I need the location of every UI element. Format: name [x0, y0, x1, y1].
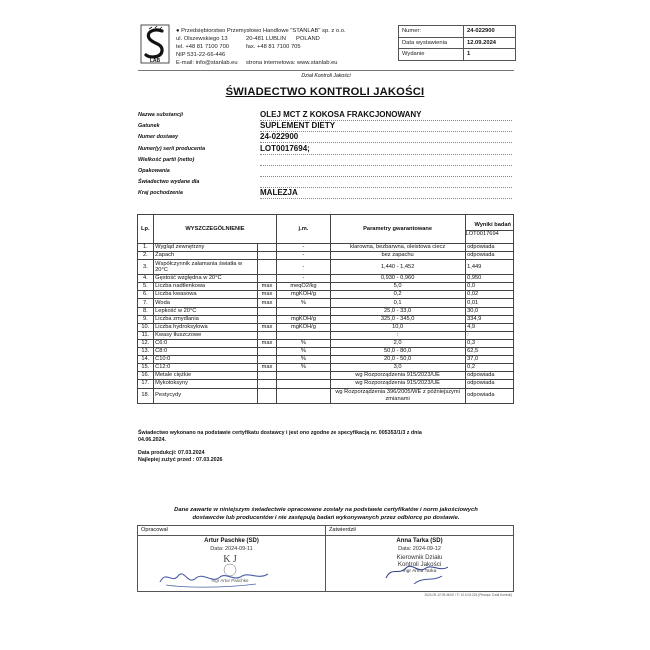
row-name: Kwasy tłuszczowe: [153, 331, 257, 339]
signature-table: [137, 525, 514, 592]
row-unit: [277, 372, 330, 380]
info-label: Wielkość partii (netto): [138, 156, 195, 163]
row-param: wg Rozporządzenia 915/2023/UE: [330, 380, 465, 388]
row-lp: 7.: [138, 299, 154, 307]
row-param: 0,1: [330, 299, 465, 307]
row-unit: %: [277, 356, 330, 364]
info-label: Gatunek: [138, 123, 160, 130]
edition-label: Wydanie: [399, 49, 464, 61]
row-result: odpowiada: [465, 380, 513, 388]
row-unit: -: [277, 244, 330, 252]
approved-stamp-line-2: Kontroli Jakości: [397, 561, 442, 568]
row-unit: -: [277, 252, 330, 260]
row-lp: 16.: [138, 372, 154, 380]
row-name: Lepkość w 20°C: [153, 307, 257, 315]
parameters-body: [138, 244, 514, 404]
table-row: [138, 299, 514, 307]
row-name: C12:0: [153, 364, 257, 372]
row-qualifier: [257, 388, 276, 403]
row-result: 30,0: [465, 307, 513, 315]
row-result: odpowiada: [465, 252, 513, 260]
best-before-date: Najlepiej zużyć przed : 07.03.2026: [138, 457, 223, 463]
table-row: [138, 283, 514, 291]
info-value: LOT0017694;: [260, 144, 512, 155]
city: 20-481 LUBLIN: [246, 36, 286, 43]
row-lp: 10.: [138, 323, 154, 331]
row-result: :: [465, 331, 513, 339]
row-param: :: [330, 331, 465, 339]
row-qualifier: max: [257, 364, 276, 372]
table-row: [138, 244, 514, 252]
production-date: Data produkcji: 07.03.2024: [138, 450, 205, 456]
row-qualifier: [257, 307, 276, 315]
info-value: [260, 177, 512, 188]
row-param: 0,2: [330, 291, 465, 299]
phone: tel. +48 81 7100 700: [176, 44, 230, 51]
number-value: 24-022900: [464, 26, 516, 38]
row-param: 25,0 - 33,0: [330, 307, 465, 315]
row-lp: 18.: [138, 388, 154, 403]
row-qualifier: [257, 315, 276, 323]
info-row: [138, 121, 514, 132]
row-unit: [277, 380, 330, 388]
row-name: Zapach: [153, 252, 257, 260]
info-row: [138, 177, 514, 188]
company-contact: [176, 59, 346, 67]
document-info-box: [398, 25, 516, 61]
info-row: [138, 144, 514, 155]
approved-name: Anna Tarka (SD): [396, 538, 443, 544]
row-qualifier: max: [257, 323, 276, 331]
prepared-by-cell: [138, 536, 326, 592]
header-unit: j.m.: [277, 215, 330, 244]
row-unit: mgKOH/g: [277, 315, 330, 323]
row-param: 1,440 - 1,452: [330, 260, 465, 275]
table-row: [138, 339, 514, 347]
issue-date-label: Data wystawienia: [399, 37, 464, 49]
number-label: Numer:: [399, 26, 464, 38]
row-qualifier: max: [257, 339, 276, 347]
row-lp: 17.: [138, 380, 154, 388]
prepared-stamp-sub: mgr Artur Paschke: [211, 578, 249, 583]
fax: fax. +48 81 7100 705: [246, 44, 301, 51]
table-row: [138, 364, 514, 372]
info-label: Numer(y) serii producenta: [138, 145, 206, 152]
nip: NIP 531-22-66-446: [176, 52, 226, 59]
row-name: Współczynnik załamania światła w 20°C: [153, 260, 257, 275]
row-result: 0,950: [465, 275, 513, 283]
row-qualifier: [257, 244, 276, 252]
row-name: Liczba nadtlenkowa: [153, 283, 257, 291]
row-result: odpowiada: [465, 372, 513, 380]
final-statement-line-1: Dane zawarte w niniejszym świadectwie opracowane zostały na podstawie certyfikatów i norm jakościowych: [174, 507, 478, 513]
row-result: 0,01: [465, 299, 513, 307]
table-row: [138, 348, 514, 356]
row-result: 334,9: [465, 315, 513, 323]
row-lp: 1.: [138, 244, 154, 252]
approved-by-cell: [326, 536, 514, 592]
svg-text:K J: K J: [223, 554, 237, 565]
parameters-table: [137, 214, 514, 404]
row-unit: -: [277, 260, 330, 275]
company-name-text: Przedsiębiorstwo Przemysłowo Handlowe "STANLAB" sp. z o.o.: [181, 28, 346, 34]
info-row: [138, 132, 514, 143]
row-name: C6:0: [153, 339, 257, 347]
row-lp: 2.: [138, 252, 154, 260]
row-result: 0,3: [465, 339, 513, 347]
footer-meta: 2024-09-12 09:46:00 / F: 10.10.8.224 (Pieczęć: Dział Kontroli): [424, 593, 512, 597]
row-unit: %: [277, 339, 330, 347]
row-result: 0,2: [465, 364, 513, 372]
row-qualifier: max: [257, 299, 276, 307]
row-result: 62,5: [465, 348, 513, 356]
row-name: C8:0: [153, 348, 257, 356]
row-param: bez zapachu: [330, 252, 465, 260]
website-link[interactable]: strona internetowa: www.stanlab.eu: [246, 60, 338, 67]
info-row: [138, 166, 514, 177]
row-qualifier: [257, 380, 276, 388]
row-qualifier: [257, 372, 276, 380]
approved-stamp-line-1: Kierownik Działu: [396, 554, 443, 561]
table-row: [138, 291, 514, 299]
row-unit: %: [277, 348, 330, 356]
row-name: Liczba kwasowa: [153, 291, 257, 299]
row-param: 3,0: [330, 364, 465, 372]
table-row: [138, 307, 514, 315]
info-value: OLEJ MCT Z KOKOSA FRAKCJONOWANY: [260, 110, 512, 121]
row-unit: -: [277, 275, 330, 283]
row-param: 325,0 - 345,0: [330, 315, 465, 323]
prepared-date: Data: 2024-09-11: [210, 546, 253, 552]
company-name: [176, 27, 346, 35]
stanlab-logo-icon: [140, 24, 170, 64]
prepared-name: Artur Paschke (SD): [204, 538, 259, 544]
row-name: Woda: [153, 299, 257, 307]
info-label: Nazwa substancji: [138, 112, 183, 118]
info-label: Numer dostawy: [138, 134, 179, 141]
header-lp: Lp.: [138, 215, 154, 244]
row-unit: %: [277, 299, 330, 307]
row-result: 4,9: [465, 323, 513, 331]
final-statement-line-2: dostawców lub producentów i nie zastępują badań wykonywanych przez odbiorcę po dostawie.: [192, 515, 460, 521]
info-row: [138, 155, 514, 166]
product-info: [138, 110, 514, 200]
row-qualifier: [257, 348, 276, 356]
row-lp: 13.: [138, 348, 154, 356]
company-info: [176, 27, 346, 67]
row-unit: [277, 307, 330, 315]
info-value: MALEZJA: [260, 188, 512, 199]
row-qualifier: [257, 331, 276, 339]
table-row: [138, 275, 514, 283]
row-lp: 8.: [138, 307, 154, 315]
bullet-icon: ●: [176, 28, 182, 34]
row-name: Liczba hydroksylowa: [153, 323, 257, 331]
country: POLAND: [296, 36, 320, 43]
row-unit: %: [277, 364, 330, 372]
row-param: 20,0 - 50,0: [330, 356, 465, 364]
row-lp: 5.: [138, 283, 154, 291]
table-row: [138, 372, 514, 380]
prepared-signature-icon: [156, 564, 276, 590]
row-unit: [277, 388, 330, 403]
table-row: [138, 315, 514, 323]
row-qualifier: [257, 275, 276, 283]
row-unit: meqO2/kg: [277, 283, 330, 291]
company-phones: [176, 43, 346, 51]
header-results: [465, 215, 513, 244]
row-name: Pestycydy: [153, 388, 257, 403]
row-name: Liczba zmydlania: [153, 315, 257, 323]
row-lp: 6.: [138, 291, 154, 299]
approved-signature-icon: [366, 558, 476, 588]
row-name: Metale ciężkie: [153, 372, 257, 380]
final-statement: [134, 506, 518, 522]
table-row: [138, 380, 514, 388]
row-qualifier: max: [257, 291, 276, 299]
header-lot: LOT0017694: [466, 230, 513, 237]
info-value: [260, 166, 512, 177]
header-results-text: Wyniki badań: [474, 221, 511, 228]
notes-line-2: 04.06.2024.: [138, 437, 166, 443]
approved-stamp-line-3: mgr Anna Tarka: [402, 569, 437, 574]
row-qualifier: [257, 356, 276, 364]
info-row: [138, 188, 514, 199]
row-name: C10:0: [153, 356, 257, 364]
row-result: 37,0: [465, 356, 513, 364]
table-header-row: [138, 215, 514, 244]
row-param: 5,0: [330, 283, 465, 291]
info-row: [138, 110, 514, 121]
row-qualifier: max: [257, 283, 276, 291]
row-result: 0,0: [465, 283, 513, 291]
approved-date: Data: 2024-09-12: [398, 546, 441, 552]
row-param: wg Rozporządzenia 396/2005/WE z późniejszymi zmianami: [330, 388, 465, 403]
info-label: Kraj pochodzenia: [138, 190, 183, 197]
row-param: wg Rozporządzenia 915/2023/UE: [330, 372, 465, 380]
row-qualifier: [257, 252, 276, 260]
row-qualifier: [257, 260, 276, 275]
info-value: SUPLEMENT DIETY: [260, 121, 512, 132]
row-result: odpowiada: [465, 388, 513, 403]
row-lp: 9.: [138, 315, 154, 323]
row-name: Gęstość względna w 20°C: [153, 275, 257, 283]
street: ul. Olszewskiego 13: [176, 36, 228, 43]
row-result: odpowiada: [465, 244, 513, 252]
row-unit: [277, 331, 330, 339]
row-unit: mgKOH/g: [277, 291, 330, 299]
row-param: 50,0 - 80,0: [330, 348, 465, 356]
company-address: [176, 35, 346, 43]
notes: [138, 430, 514, 464]
row-lp: 3.: [138, 260, 154, 275]
edition-value: 1: [464, 49, 516, 61]
row-name: Mykotoksyny: [153, 380, 257, 388]
row-lp: 4.: [138, 275, 154, 283]
document-title: ŚWIADECTWO KONTROLI JAKOŚCI: [225, 86, 425, 98]
header-params: Parametry gwarantowane: [330, 215, 465, 244]
table-row: [138, 323, 514, 331]
row-unit: mgKOH/g: [277, 323, 330, 331]
row-param: klarowna, bezbarwna, oleistowa ciecz: [330, 244, 465, 252]
row-lp: 12.: [138, 339, 154, 347]
approved-by-label: Zatwierdził: [326, 526, 514, 536]
logo-text: LAB: [149, 58, 161, 64]
row-result: 1,449: [465, 260, 513, 275]
email-link[interactable]: E-mail: info@stanlab.eu: [176, 60, 238, 67]
row-param: 2,0: [330, 339, 465, 347]
info-value: 24-022900: [260, 132, 512, 143]
row-result: 0,02: [465, 291, 513, 299]
table-row: [138, 260, 514, 275]
notes-line-1: Świadectwo wykonano na podstawie certyfikatu dostawcy i jest ono zgodne ze specyfikacją nr. 005353/1/3 z dnia: [138, 430, 422, 436]
issue-date-value: 12.09.2024: [464, 37, 516, 49]
info-value: [260, 155, 512, 166]
row-lp: 14.: [138, 356, 154, 364]
info-label: Opakowania: [138, 167, 170, 174]
row-lp: 15.: [138, 364, 154, 372]
row-name: Wygląd zewnętrzny: [153, 244, 257, 252]
row-lp: 11.: [138, 331, 154, 339]
table-row: [138, 356, 514, 364]
table-row: [138, 388, 514, 403]
row-param: 10,0: [330, 323, 465, 331]
header-item: WYSZCZEGÓLNIENIE: [153, 215, 277, 244]
department: Dział Kontroli Jakości: [138, 70, 514, 79]
table-row: [138, 331, 514, 339]
info-label: Świadectwo wydane dla: [138, 179, 200, 186]
row-param: 0,930 - 0,960: [330, 275, 465, 283]
table-row: [138, 252, 514, 260]
prepared-by-label: Opracował: [138, 526, 326, 536]
